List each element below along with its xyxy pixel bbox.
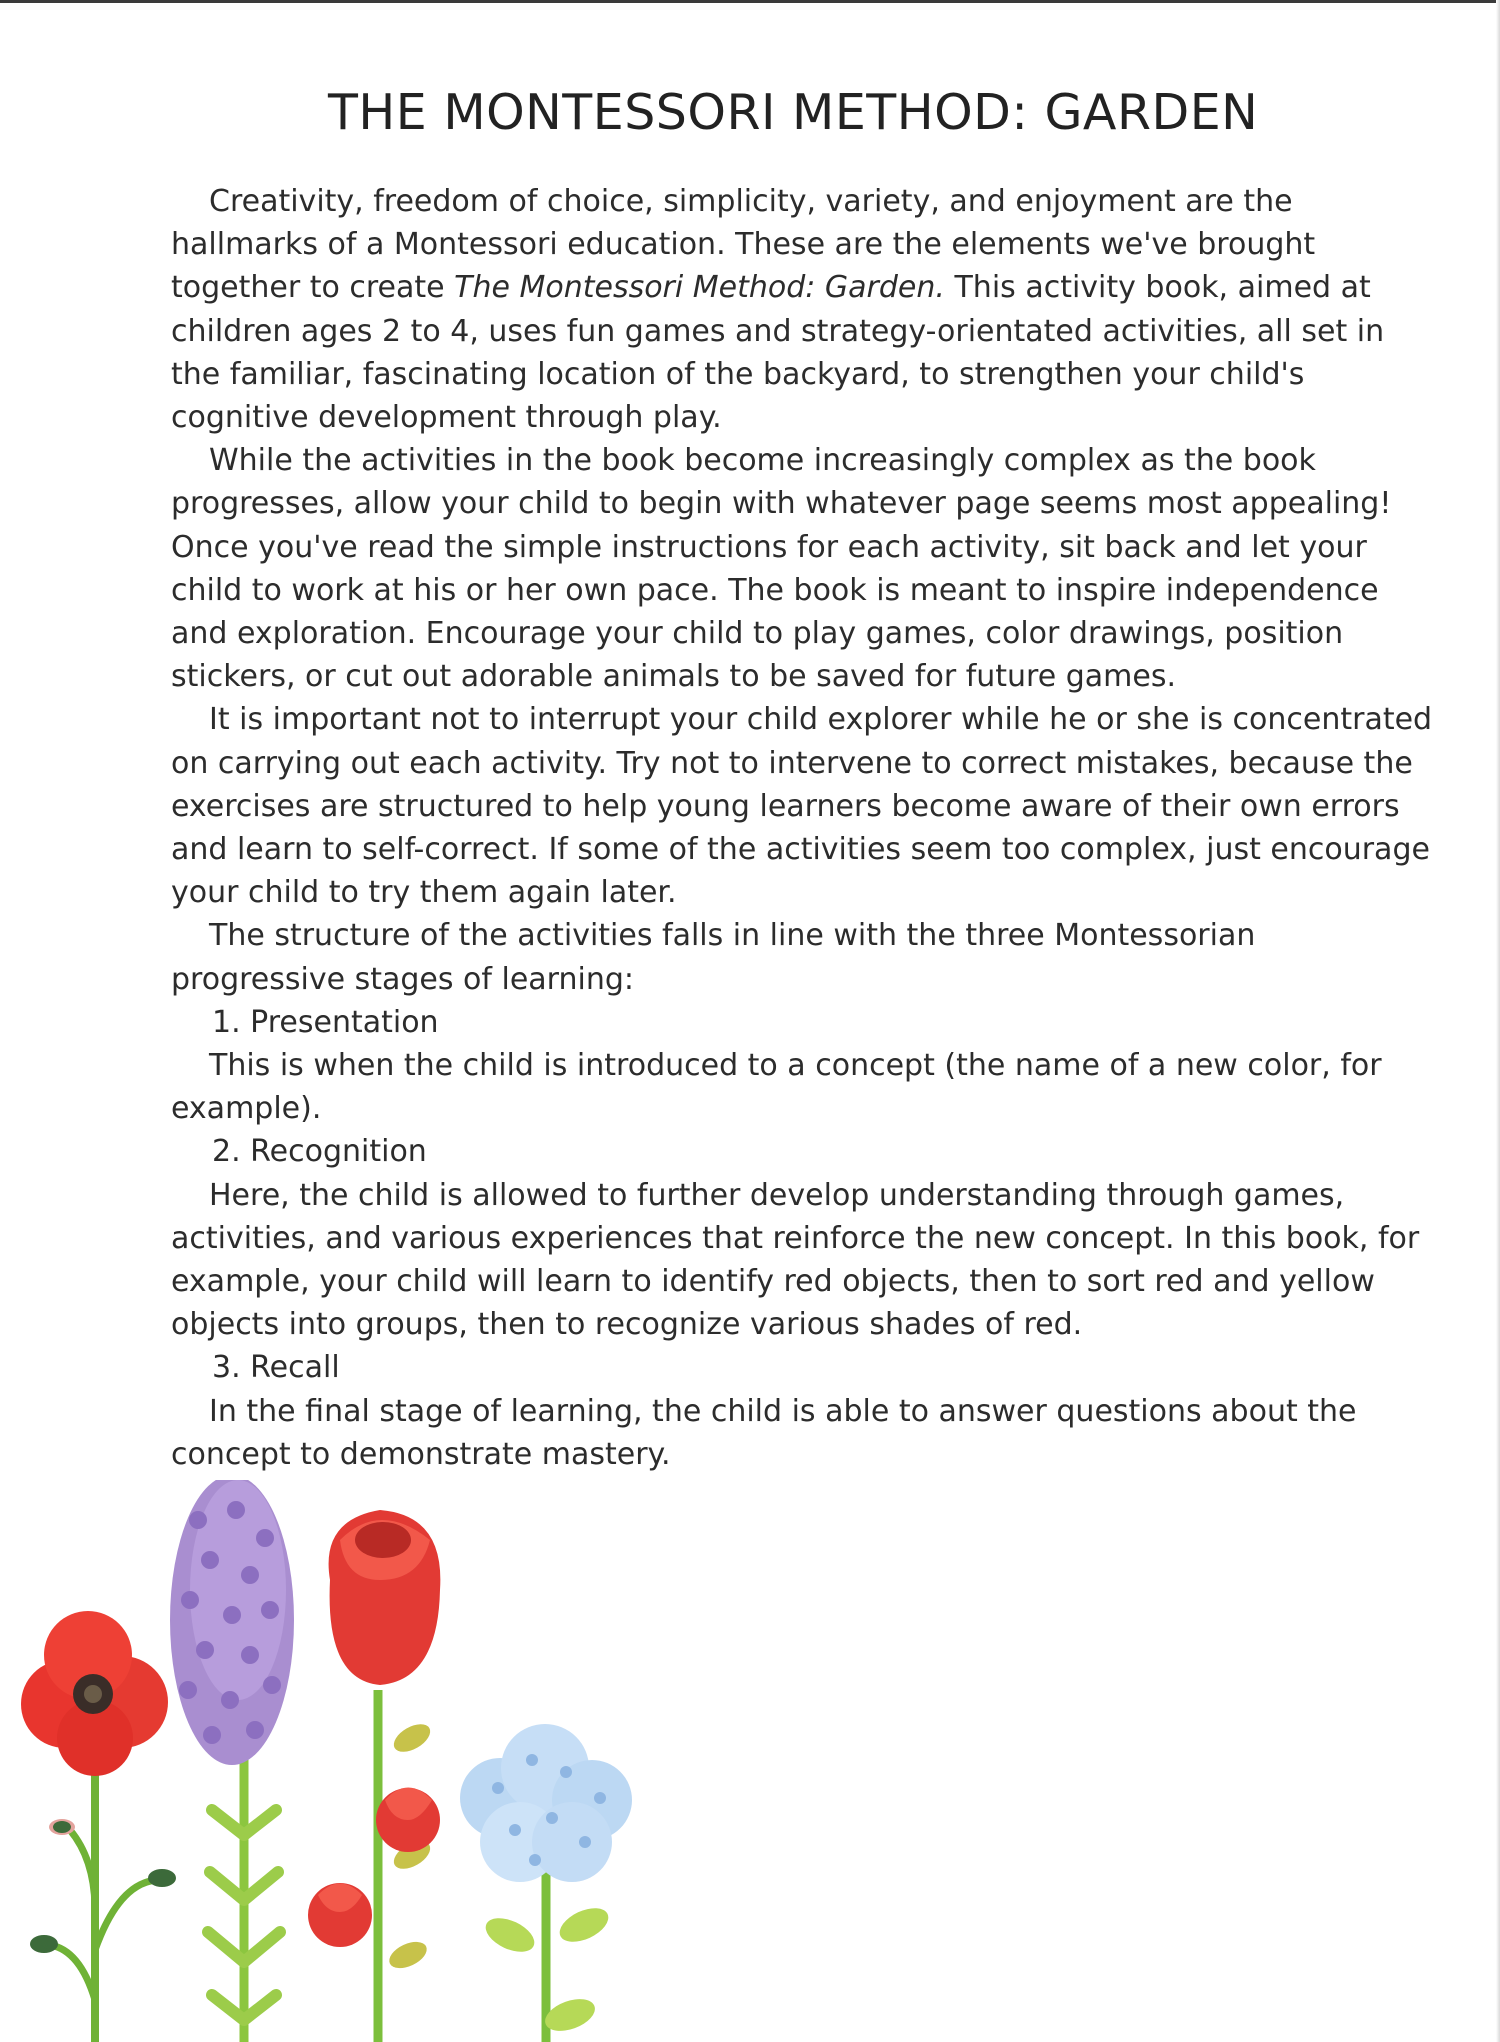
page-edge-shadow <box>1496 0 1500 2042</box>
rose-flower-illustration <box>308 1510 440 2042</box>
stage-heading-recall: 3. Recall <box>212 1350 340 1386</box>
stage-heading-presentation: 1. Presentation <box>212 1004 439 1040</box>
intro-paragraph <box>171 180 1433 439</box>
garden-flowers-illustration <box>0 1480 700 2042</box>
intro-text-part2: This activity book, aimed at children ages 2 to 4, uses fun games and strategy-orientated activities, all set in the familiar, fascinating location of the backyard, to strengthen your child's cognitive development through play. <box>171 270 1385 436</box>
intro-text-part1: Creativity, freedom of choice, simplicity, variety, and enjoyment are the hallmarks of a Montessori education. These are the elements we've brought together to create <box>171 184 1316 306</box>
stage-text-presentation: This is when the child is introduced to a concept (the name of a new color, for example). <box>171 1048 1382 1127</box>
poppy-flower-illustration <box>21 1611 176 2042</box>
page-title: THE MONTESSORI METHOD: GARDEN <box>328 84 1259 141</box>
lilac-flower-illustration <box>170 1480 294 2042</box>
no-interrupt-paragraph: It is important not to interrupt your child explorer while he or she is concentrated on carrying out each activity. Try not to intervene to correct mistakes, because the exercises are structured to help young learners become aware of their own errors and learn to self-correct. If some of the activities seem too complex, just encourage your child to try them again later. <box>171 702 1433 911</box>
hydrangea-flower-illustration <box>460 1724 632 2042</box>
stage-text-recognition: Here, the child is allowed to further develop understanding through games, activities, and various experiences that reinforce the new concept. In this book, for example, your child will learn to identify red objects, then to sort red and yellow objects into groups, then to recognize various shades of red. <box>171 1177 1420 1343</box>
progression-paragraph: While the activities in the book become increasingly complex as the book progresses, allow your child to begin with whatever page seems most appealing! Once you've read the simple instructions for each activity, sit back and let your child to work at his or her own pace. The book is meant to inspire independence and exploration. Encourage your child to play games, color drawings, position stickers, or cut out adorable animals to be saved for future games. <box>171 443 1392 695</box>
stage-heading-recognition: 2. Recognition <box>212 1134 427 1170</box>
stage-text-recall: In the final stage of learning, the child is able to answer questions about the concept to demonstrate mastery. <box>171 1393 1357 1472</box>
book-title-italic: The Montessori Method: Garden. <box>454 270 945 306</box>
structure-paragraph: The structure of the activities falls in line with the three Montessorian progressive stages of learning: <box>171 918 1256 997</box>
top-edge-rule <box>0 0 1500 3</box>
article-body <box>171 180 1433 1476</box>
